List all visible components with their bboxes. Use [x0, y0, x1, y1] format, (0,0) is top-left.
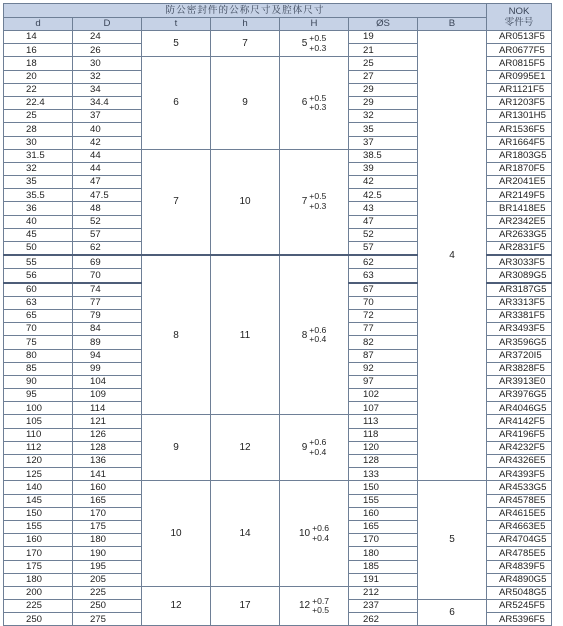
cell-D: 104 — [73, 375, 142, 388]
cell-t: 9 — [142, 415, 211, 481]
cell-S: 262 — [349, 613, 418, 626]
table-body — [4, 31, 552, 626]
cell-D: 32 — [73, 70, 142, 83]
cell-nok-part-number: AR4663E5 — [487, 520, 552, 533]
cell-nok-part-number: AR3913E0 — [487, 375, 552, 388]
cell-S: 63 — [349, 269, 418, 283]
cell-S: 32 — [349, 110, 418, 123]
cell-H-tolerance — [280, 415, 349, 481]
cell-d: 75 — [4, 336, 73, 349]
tolerance-lower: +0.5 — [312, 605, 330, 616]
cell-D: 24 — [73, 31, 142, 44]
cell-nok-part-number: AR5396F5 — [487, 613, 552, 626]
cell-D: 26 — [73, 44, 142, 57]
cell-D: 74 — [73, 283, 142, 297]
cell-S: 165 — [349, 520, 418, 533]
nok-header-line1: NOK — [508, 6, 530, 17]
cell-nok-part-number: AR1803G5 — [487, 149, 552, 162]
cell-d: 28 — [4, 123, 73, 136]
cell-d: 25 — [4, 110, 73, 123]
cell-D: 170 — [73, 507, 142, 520]
cell-S: 113 — [349, 415, 418, 428]
cell-S: 43 — [349, 202, 418, 215]
cell-nok-part-number: AR2831F5 — [487, 242, 552, 256]
cell-S: 107 — [349, 402, 418, 415]
cell-nok-part-number: AR4890G5 — [487, 573, 552, 586]
cell-D: 225 — [73, 586, 142, 599]
cell-d: 250 — [4, 613, 73, 626]
cell-d: 56 — [4, 269, 73, 283]
cell-nok-part-number: AR4046G5 — [487, 402, 552, 415]
cell-S: 237 — [349, 600, 418, 613]
tolerance-lower: +0.4 — [309, 446, 327, 457]
cell-D: 42 — [73, 136, 142, 149]
cell-nok-part-number: AR2149F5 — [487, 189, 552, 202]
cell-nok-part-number: AR3976G5 — [487, 389, 552, 402]
tolerance-lower: +0.3 — [309, 200, 327, 211]
cell-D: 175 — [73, 520, 142, 533]
cell-d: 145 — [4, 494, 73, 507]
cell-d: 35 — [4, 176, 73, 189]
cell-h: 11 — [211, 255, 280, 415]
cell-D: 89 — [73, 336, 142, 349]
tolerance-base: 7 — [301, 196, 308, 208]
cell-S: 82 — [349, 336, 418, 349]
tolerance-base: 6 — [301, 97, 308, 109]
cell-d: 180 — [4, 573, 73, 586]
cell-S: 42.5 — [349, 189, 418, 202]
cell-d: 120 — [4, 455, 73, 468]
cell-D: 37 — [73, 110, 142, 123]
cell-d: 55 — [4, 255, 73, 269]
table-row — [4, 31, 552, 44]
cell-D: 114 — [73, 402, 142, 415]
cell-D: 52 — [73, 215, 142, 228]
cell-S: 70 — [349, 296, 418, 309]
cell-S: 72 — [349, 309, 418, 322]
cell-S: 120 — [349, 441, 418, 454]
tolerance-value — [299, 597, 329, 616]
tolerance-lower: +0.4 — [309, 334, 327, 345]
cell-d: 14 — [4, 31, 73, 44]
cell-D: 48 — [73, 202, 142, 215]
tolerance-value — [302, 34, 327, 53]
cell-d: 40 — [4, 215, 73, 228]
column-header-S: ØS — [349, 17, 418, 31]
cell-D: 79 — [73, 309, 142, 322]
tolerance-upper: +0.5 — [309, 33, 327, 44]
cell-D: 121 — [73, 415, 142, 428]
cell-D: 70 — [73, 269, 142, 283]
cell-nok-part-number: AR3033F5 — [487, 255, 552, 269]
cell-h: 7 — [211, 31, 280, 57]
cell-d: 90 — [4, 375, 73, 388]
cell-S: 25 — [349, 57, 418, 70]
cell-nok-part-number: AR1203F5 — [487, 96, 552, 109]
column-header-h: h — [211, 17, 280, 31]
cell-h: 14 — [211, 481, 280, 587]
cell-d: 22.4 — [4, 96, 73, 109]
cell-t: 10 — [142, 481, 211, 587]
cell-nok-part-number: AR4232F5 — [487, 441, 552, 454]
cell-S: 185 — [349, 560, 418, 573]
cell-nok-part-number: AR4578E5 — [487, 494, 552, 507]
cell-d: 80 — [4, 349, 73, 362]
tolerance-lower: +0.3 — [309, 42, 327, 53]
cell-H-tolerance — [280, 481, 349, 587]
cell-d: 16 — [4, 44, 73, 57]
cell-S: 38.5 — [349, 149, 418, 162]
cell-d: 95 — [4, 389, 73, 402]
table-row — [4, 481, 552, 494]
cell-nok-part-number: AR1301H5 — [487, 110, 552, 123]
cell-nok-part-number: AR2342E5 — [487, 215, 552, 228]
cell-H-tolerance — [280, 149, 349, 255]
tolerance-upper: +0.6 — [309, 437, 327, 448]
cell-nok-part-number: AR0995E1 — [487, 70, 552, 83]
cell-d: 100 — [4, 402, 73, 415]
cell-nok-part-number: AR0815F5 — [487, 57, 552, 70]
cell-nok-part-number: AR2041E5 — [487, 176, 552, 189]
cell-D: 250 — [73, 600, 142, 613]
cell-S: 57 — [349, 242, 418, 256]
column-header-t: t — [142, 17, 211, 31]
cell-S: 39 — [349, 162, 418, 175]
tolerance-upper: +0.7 — [312, 595, 330, 606]
cell-d: 150 — [4, 507, 73, 520]
cell-D: 69 — [73, 255, 142, 269]
cell-S: 102 — [349, 389, 418, 402]
cell-D: 190 — [73, 547, 142, 560]
tolerance-base: 10 — [298, 527, 311, 539]
cell-S: 128 — [349, 455, 418, 468]
cell-D: 34 — [73, 83, 142, 96]
cell-h: 17 — [211, 586, 280, 626]
cell-B: 4 — [418, 31, 487, 481]
cell-S: 77 — [349, 323, 418, 336]
column-header-D: D — [73, 17, 142, 31]
cell-D: 47.5 — [73, 189, 142, 202]
cell-nok-part-number: AR3381F5 — [487, 309, 552, 322]
cell-d: 18 — [4, 57, 73, 70]
cell-d: 170 — [4, 547, 73, 560]
cell-D: 34.4 — [73, 96, 142, 109]
cell-D: 165 — [73, 494, 142, 507]
tolerance-upper: +0.6 — [312, 523, 330, 534]
cell-S: 29 — [349, 96, 418, 109]
cell-d: 110 — [4, 428, 73, 441]
cell-H-tolerance — [280, 586, 349, 626]
cell-D: 109 — [73, 389, 142, 402]
cell-nok-part-number: AR3089G5 — [487, 269, 552, 283]
cell-nok-part-number: AR1664F5 — [487, 136, 552, 149]
cell-H-tolerance — [280, 255, 349, 415]
cell-D: 205 — [73, 573, 142, 586]
cell-S: 19 — [349, 31, 418, 44]
tolerance-limits — [309, 94, 326, 113]
cell-d: 31.5 — [4, 149, 73, 162]
tolerance-base: 5 — [301, 37, 308, 49]
cell-d: 200 — [4, 586, 73, 599]
cell-d: 140 — [4, 481, 73, 494]
cell-d: 32 — [4, 162, 73, 175]
cell-D: 77 — [73, 296, 142, 309]
cell-D: 40 — [73, 123, 142, 136]
cell-D: 180 — [73, 534, 142, 547]
cell-D: 84 — [73, 323, 142, 336]
cell-D: 44 — [73, 149, 142, 162]
cell-nok-part-number: AR2633G5 — [487, 228, 552, 241]
tolerance-base: 12 — [298, 600, 311, 612]
cell-h: 10 — [211, 149, 280, 255]
cell-D: 136 — [73, 455, 142, 468]
cell-d: 105 — [4, 415, 73, 428]
cell-nok-part-number: AR4704G5 — [487, 534, 552, 547]
cell-S: 35 — [349, 123, 418, 136]
column-header-d: d — [4, 17, 73, 31]
tolerance-limits — [312, 524, 329, 543]
cell-nok-part-number: AR3596G5 — [487, 336, 552, 349]
cell-D: 47 — [73, 176, 142, 189]
tolerance-value — [302, 94, 327, 113]
cell-H-tolerance — [280, 31, 349, 57]
cell-D: 57 — [73, 228, 142, 241]
cell-S: 29 — [349, 83, 418, 96]
tolerance-base: 9 — [301, 442, 308, 454]
cell-d: 225 — [4, 600, 73, 613]
cell-S: 52 — [349, 228, 418, 241]
cell-S: 170 — [349, 534, 418, 547]
tolerance-value — [299, 524, 329, 543]
nok-header-line2: 零件号 — [504, 17, 534, 28]
cell-D: 128 — [73, 441, 142, 454]
cell-S: 42 — [349, 176, 418, 189]
cell-S: 67 — [349, 283, 418, 297]
cell-d: 155 — [4, 520, 73, 533]
cell-S: 92 — [349, 362, 418, 375]
cell-nok-part-number: AR3493F5 — [487, 323, 552, 336]
cell-nok-part-number: AR4142F5 — [487, 415, 552, 428]
tolerance-upper: +0.6 — [309, 324, 327, 335]
tolerance-limits — [309, 34, 326, 53]
tolerance-lower: +0.4 — [312, 532, 330, 543]
cell-d: 112 — [4, 441, 73, 454]
cell-D: 126 — [73, 428, 142, 441]
cell-S: 21 — [349, 44, 418, 57]
tolerance-base: 8 — [301, 329, 308, 341]
cell-D: 44 — [73, 162, 142, 175]
cell-nok-part-number: AR4839F5 — [487, 560, 552, 573]
cell-d: 160 — [4, 534, 73, 547]
cell-nok-part-number: AR5245F5 — [487, 600, 552, 613]
cell-nok-part-number: AR3187G5 — [487, 283, 552, 297]
cell-nok-part-number: AR1536F5 — [487, 123, 552, 136]
cell-S: 118 — [349, 428, 418, 441]
cell-B: 5 — [418, 481, 487, 600]
cell-d: 36 — [4, 202, 73, 215]
tolerance-limits — [312, 597, 329, 616]
cell-S: 180 — [349, 547, 418, 560]
header-row-title — [4, 4, 552, 18]
cell-nok-part-number: AR0677F5 — [487, 44, 552, 57]
tolerance-value — [302, 438, 327, 457]
tolerance-limits — [309, 192, 326, 211]
cell-D: 99 — [73, 362, 142, 375]
cell-S: 97 — [349, 375, 418, 388]
cell-D: 195 — [73, 560, 142, 573]
cell-d: 45 — [4, 228, 73, 241]
cell-nok-part-number: AR5048G5 — [487, 586, 552, 599]
cell-nok-part-number: AR3313F5 — [487, 296, 552, 309]
cell-nok-part-number: AR4196F5 — [487, 428, 552, 441]
cell-S: 27 — [349, 70, 418, 83]
table-title: 防公密封件的公称尺寸及腔体尺寸 — [4, 4, 487, 18]
tolerance-value — [302, 326, 327, 345]
cell-nok-part-number: AR1870F5 — [487, 162, 552, 175]
cell-S: 155 — [349, 494, 418, 507]
cell-d: 60 — [4, 283, 73, 297]
header-row-columns — [4, 17, 552, 31]
cell-S: 150 — [349, 481, 418, 494]
cell-nok-part-number: AR4785E5 — [487, 547, 552, 560]
cell-d: 22 — [4, 83, 73, 96]
cell-nok-part-number: AR4326E5 — [487, 455, 552, 468]
cell-D: 94 — [73, 349, 142, 362]
cell-d: 35.5 — [4, 189, 73, 202]
cell-t: 8 — [142, 255, 211, 415]
cell-S: 47 — [349, 215, 418, 228]
seal-dimension-table — [3, 3, 552, 626]
cell-t: 6 — [142, 57, 211, 149]
cell-d: 30 — [4, 136, 73, 149]
cell-d: 65 — [4, 309, 73, 322]
cell-S: 191 — [349, 573, 418, 586]
cell-D: 141 — [73, 468, 142, 481]
cell-t: 12 — [142, 586, 211, 626]
cell-d: 63 — [4, 296, 73, 309]
nok-part-number-header — [487, 4, 552, 31]
cell-d: 50 — [4, 242, 73, 256]
tolerance-upper: +0.5 — [309, 92, 327, 103]
cell-S: 87 — [349, 349, 418, 362]
cell-D: 275 — [73, 613, 142, 626]
cell-h: 12 — [211, 415, 280, 481]
cell-t: 5 — [142, 31, 211, 57]
cell-S: 133 — [349, 468, 418, 481]
cell-B: 6 — [418, 600, 487, 626]
cell-S: 212 — [349, 586, 418, 599]
cell-nok-part-number: AR3720I5 — [487, 349, 552, 362]
tolerance-value — [302, 192, 327, 211]
cell-D: 30 — [73, 57, 142, 70]
tolerance-upper: +0.5 — [309, 191, 327, 202]
cell-H-tolerance — [280, 57, 349, 149]
column-header-H: H — [280, 17, 349, 31]
cell-nok-part-number: BR1418E5 — [487, 202, 552, 215]
cell-h: 9 — [211, 57, 280, 149]
cell-d: 85 — [4, 362, 73, 375]
cell-d: 20 — [4, 70, 73, 83]
cell-d: 175 — [4, 560, 73, 573]
cell-D: 160 — [73, 481, 142, 494]
cell-nok-part-number: AR1121F5 — [487, 83, 552, 96]
tolerance-limits — [309, 438, 326, 457]
cell-S: 37 — [349, 136, 418, 149]
cell-nok-part-number: AR4615E5 — [487, 507, 552, 520]
tolerance-limits — [309, 326, 326, 345]
cell-S: 62 — [349, 255, 418, 269]
cell-d: 125 — [4, 468, 73, 481]
tolerance-lower: +0.3 — [309, 102, 327, 113]
cell-S: 160 — [349, 507, 418, 520]
dimension-table-container — [3, 3, 552, 626]
cell-nok-part-number: AR4393F5 — [487, 468, 552, 481]
cell-d: 70 — [4, 323, 73, 336]
cell-D: 62 — [73, 242, 142, 256]
column-header-B: B — [418, 17, 487, 31]
cell-nok-part-number: AR4533G5 — [487, 481, 552, 494]
cell-nok-part-number: AR3828F5 — [487, 362, 552, 375]
cell-t: 7 — [142, 149, 211, 255]
cell-nok-part-number: AR0513F5 — [487, 31, 552, 44]
